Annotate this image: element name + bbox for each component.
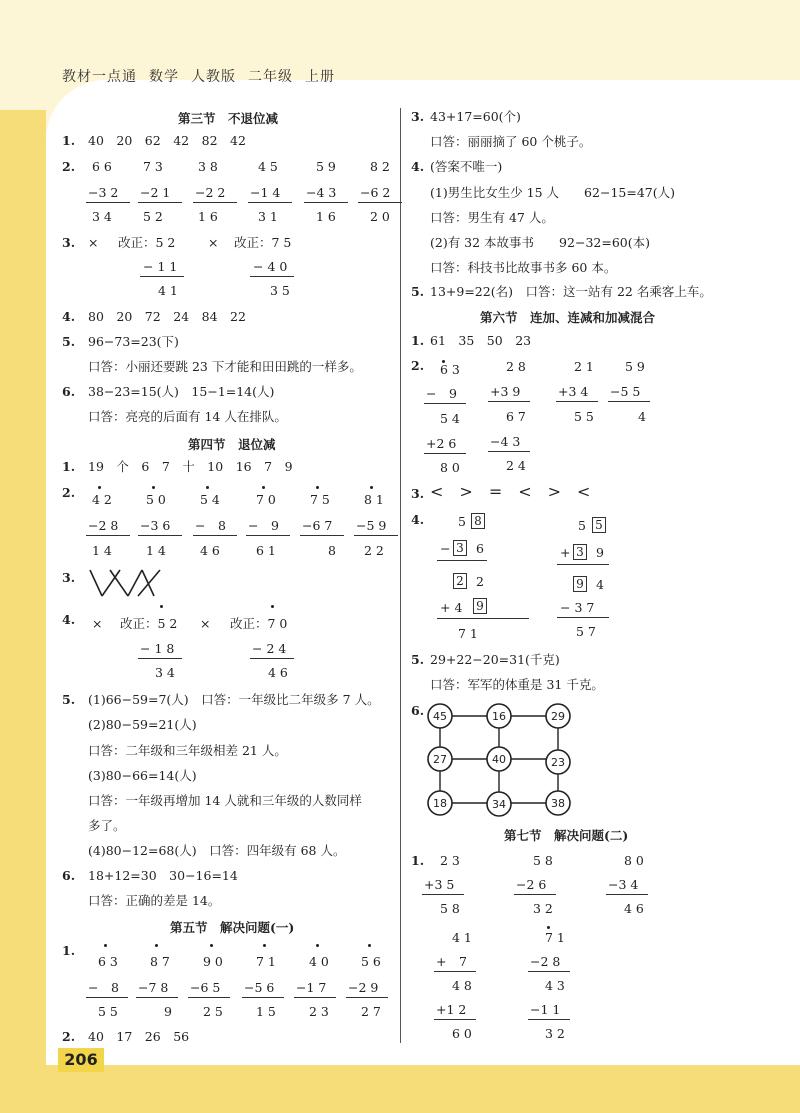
digit: 9: [596, 545, 604, 560]
note: (答案不唯一): [430, 159, 503, 174]
calc-subtrahend: − 1 1: [143, 259, 178, 274]
filled-box: 3: [453, 540, 467, 556]
calc-subtrahend: −3 6: [140, 518, 171, 533]
calc-top: 5 6: [361, 954, 381, 969]
q-number: 4.: [62, 612, 76, 627]
q-number: 2.: [62, 159, 76, 174]
calc-subtrahend: − 9: [248, 518, 279, 533]
calc-result: 1 6: [316, 209, 336, 224]
calc-result: 4 8: [452, 978, 472, 993]
calc-result: 5 2: [143, 209, 163, 224]
calc-operand: −4 3: [490, 434, 521, 449]
calc-result: 6 1: [256, 543, 276, 558]
q-number: 2.: [411, 358, 425, 373]
calc-top: 7 1: [545, 930, 565, 945]
calc-result: 3 4: [155, 665, 175, 680]
calc-subtrahend: − 1 8: [140, 641, 175, 656]
answer-line: 口答：男生有 47 人。: [430, 210, 554, 225]
calc-result: 3 2: [545, 1026, 565, 1041]
equation: 29+22−20=31(千克): [430, 652, 560, 667]
calc-subtrahend: −7 8: [138, 980, 169, 995]
calc-result: 4 1: [158, 283, 178, 298]
s3-q4-answer: 80 20 72 24 84 22: [88, 309, 246, 324]
calc-top: 6 3: [98, 954, 118, 969]
answer-line: (2)有 32 本故事书 92−32=60(本): [430, 235, 650, 250]
number-circle-grid: [420, 700, 580, 822]
volume: 上册: [305, 69, 335, 85]
wrong-mark: ×: [200, 616, 211, 631]
calc-result: 1 4: [92, 543, 112, 558]
digit: 5: [458, 514, 466, 529]
answer-text: 口答：军军的体重是 31 千克。: [430, 677, 604, 692]
q-number: 4.: [411, 512, 425, 527]
node-value: 27: [433, 753, 447, 766]
wrong-mark: ×: [208, 235, 219, 250]
calc-result: 3 5: [270, 283, 290, 298]
calc-top: 2 3: [440, 853, 460, 868]
calc-operand: − 9: [426, 386, 457, 401]
q-number: 1.: [62, 133, 76, 148]
node-value: 18: [433, 797, 447, 810]
calc-top: 8 1: [364, 492, 384, 507]
calc-operand: +1 2: [436, 1002, 467, 1017]
q-number: 5.: [411, 284, 425, 299]
q-number: 1.: [411, 853, 425, 868]
wrong-mark: ×: [92, 616, 103, 631]
equation: 38−23=15(人) 15−1=14(人): [88, 384, 275, 399]
calc-result: 1 5: [256, 1004, 276, 1019]
q-number: 3.: [62, 235, 76, 250]
calc-result: 8 0: [440, 460, 460, 475]
filled-box: 5: [592, 517, 606, 533]
calc-result: 2 3: [309, 1004, 329, 1019]
q-number: 6.: [411, 703, 425, 718]
q-number: 3.: [62, 570, 76, 585]
calc-top: 5 0: [146, 492, 166, 507]
calc-top: 4 5: [258, 159, 278, 174]
filled-box: 2: [453, 573, 467, 589]
s3-q1-answer: 40 20 62 42 82 42: [88, 133, 246, 148]
node-value: 38: [551, 797, 565, 810]
q-number: 5.: [62, 334, 76, 349]
calc-subtrahend: −2 9: [348, 980, 379, 995]
column-divider: [400, 108, 401, 1043]
calc-result: 5 8: [440, 901, 460, 916]
calc-top: 4 2: [92, 492, 112, 507]
calc-top: 4 1: [452, 930, 472, 945]
left-decor-band: [0, 110, 46, 1113]
node-value: 23: [551, 756, 565, 769]
book-title: 教材一点通: [62, 69, 137, 85]
calc-subtrahend: −2 2: [195, 185, 226, 200]
q-number: 2.: [62, 485, 76, 500]
calc-result: 4 6: [200, 543, 220, 558]
s6-q1-answer: 61 35 50 23: [430, 333, 532, 348]
calc-result: 3 4: [92, 209, 112, 224]
operator: −: [440, 541, 451, 556]
calc-result: 6 0: [452, 1026, 472, 1041]
correction: 改正：7 0: [230, 616, 288, 631]
calc-top: 8 2: [370, 159, 390, 174]
calc-top: 3 8: [198, 159, 218, 174]
calc-top: 8 7: [150, 954, 170, 969]
calc-subtrahend: − 2 4: [252, 641, 287, 656]
s6-q3-comparisons: < > = < > <: [430, 482, 591, 501]
calc-subtrahend: −6 2: [360, 185, 391, 200]
q-number: 1.: [62, 459, 76, 474]
page-number: 206: [58, 1048, 104, 1072]
calc-result: 4: [638, 409, 646, 424]
calc-subtrahend: − 3 7: [560, 600, 595, 615]
answer-line: 口答：科技书比故事书多 60 本。: [430, 260, 617, 275]
q-number: 6.: [62, 384, 76, 399]
calc-operand: +2 6: [426, 436, 457, 451]
correction: 改正：7 5: [234, 235, 292, 250]
calc-top: 7 0: [256, 492, 276, 507]
correction: 改正：5 2: [118, 235, 176, 250]
calc-top: 9 0: [203, 954, 223, 969]
section-3-title: 第三节 不退位减: [178, 111, 279, 126]
q-number: 6.: [62, 868, 76, 883]
calc-operand: + 7: [436, 954, 467, 969]
filled-box: 8: [471, 513, 485, 529]
calc-subtrahend: −3 2: [88, 185, 119, 200]
calc-result: 2 5: [203, 1004, 223, 1019]
calc-result: 8: [328, 543, 336, 558]
calc-result: 1 4: [146, 543, 166, 558]
answer-line: (4)80−12=68(人) 口答：四年级有 68 人。: [88, 843, 346, 858]
answer-text: 口答：亮亮的后面有 14 人在排队。: [88, 409, 287, 424]
calc-result: 2 2: [364, 543, 384, 558]
answer-line: 多了。: [88, 818, 126, 833]
calc-result: 3 2: [533, 901, 553, 916]
calc-subtrahend: −5 6: [244, 980, 275, 995]
answer-text: 口答：小丽还要跳 23 下才能和田田跳的一样多。: [88, 359, 362, 374]
q-number: 2.: [62, 1029, 76, 1044]
calc-subtrahend: − 8: [88, 980, 119, 995]
calc-operand: −1 1: [530, 1002, 561, 1017]
calc-top: 7 1: [256, 954, 276, 969]
q-number: 5.: [411, 652, 425, 667]
digit: 5: [578, 518, 586, 533]
calc-subtrahend: −5 9: [356, 518, 387, 533]
calc-subtrahend: −6 5: [190, 980, 221, 995]
q-number: 3.: [411, 486, 425, 501]
answer-line: 口答：二年级和三年级相差 21 人。: [88, 743, 287, 758]
calc-top: 7 5: [310, 492, 330, 507]
calc-top: 2 1: [574, 359, 594, 374]
equation: 13+9=22(名) 口答：这一站有 22 名乘客上车。: [430, 284, 712, 299]
calc-result: 4 6: [268, 665, 288, 680]
digit: 2: [476, 574, 484, 589]
section-4-title: 第四节 退位减: [188, 437, 276, 452]
calc-result: 9: [164, 1004, 172, 1019]
node-value: 29: [551, 710, 565, 723]
calc-subtrahend: −2 1: [140, 185, 171, 200]
subject: 数学: [149, 69, 179, 85]
section-5-title: 第五节 解决问题(一): [170, 920, 295, 935]
operator: + 4: [440, 600, 463, 615]
digit: 6: [476, 541, 484, 556]
equation: 18+12=30 30−16=14: [88, 868, 238, 883]
calc-top: 2 8: [506, 359, 526, 374]
calc-subtrahend: −6 7: [302, 518, 333, 533]
correction: 改正：5 2: [120, 616, 178, 631]
q-number: 3.: [411, 109, 425, 124]
calc-top: 6 3: [440, 362, 460, 377]
answer-line: (1)66−59=7(人) 口答：一年级比二年级多 7 人。: [88, 692, 380, 707]
answer-line: (1)男生比女生少 15 人 62−15=47(人): [430, 185, 675, 200]
calc-top: 5 9: [625, 359, 645, 374]
node-value: 16: [492, 710, 506, 723]
calc-result: 1 6: [198, 209, 218, 224]
q-number: 4.: [62, 309, 76, 324]
grade: 二年级: [248, 69, 293, 85]
q-number: 1.: [62, 943, 76, 958]
filled-box: 9: [473, 598, 487, 614]
calc-top: 7 3: [143, 159, 163, 174]
calc-result: 7 1: [458, 626, 478, 641]
node-value: 34: [492, 798, 506, 811]
calc-subtrahend: −1 4: [250, 185, 281, 200]
calc-top: 5 8: [533, 853, 553, 868]
node-value: 40: [492, 753, 506, 766]
calc-subtrahend: − 4 0: [253, 259, 288, 274]
calc-result: 2 7: [361, 1004, 381, 1019]
calc-subtrahend: −2 8: [88, 518, 119, 533]
calc-operand: +3 5: [424, 877, 455, 892]
calc-result: 4 6: [624, 901, 644, 916]
calc-result: 2 4: [506, 458, 526, 473]
equation: 96−73=23(下): [88, 334, 179, 349]
calc-result: 5 4: [440, 411, 460, 426]
filled-box: 9: [573, 576, 587, 592]
line-matching-diagram: [86, 566, 166, 600]
calc-top: 4 0: [309, 954, 329, 969]
node-value: 45: [433, 710, 447, 723]
calc-operand: −5 5: [610, 384, 641, 399]
edition: 人教版: [191, 69, 236, 85]
calc-subtrahend: −1 7: [296, 980, 327, 995]
book-header: [62, 66, 347, 86]
operator: +: [560, 545, 571, 560]
section-6-title: 第六节 连加、连减和加减混合: [480, 310, 656, 325]
calc-result: 5 5: [98, 1004, 118, 1019]
calc-result: 5 5: [574, 409, 594, 424]
calc-top: 8 0: [624, 853, 644, 868]
equation: 43+17=60(个): [430, 109, 521, 124]
calc-operand: −3 4: [608, 877, 639, 892]
calc-subtrahend: −4 3: [306, 185, 337, 200]
wrong-mark: ×: [88, 235, 99, 250]
calc-result: 5 7: [576, 624, 596, 639]
answer-text: 口答：正确的差是 14。: [88, 893, 221, 908]
bottom-decor-band: [0, 1060, 800, 1113]
digit: 4: [596, 577, 604, 592]
calc-operand: −2 6: [516, 877, 547, 892]
calc-top: 5 4: [200, 492, 220, 507]
q-number: 4.: [411, 159, 425, 174]
answer-line: (3)80−66=14(人): [88, 768, 197, 783]
calc-operand: −2 8: [530, 954, 561, 969]
filled-box: 3: [573, 544, 587, 560]
calc-operand: +3 9: [490, 384, 521, 399]
calc-result: 2 0: [370, 209, 390, 224]
section-7-title: 第七节 解决问题(二): [504, 828, 629, 843]
answer-line: 口答：一年级再增加 14 人就和三年级的人数同样: [88, 793, 362, 808]
s4-q1-answer: 19 个 6 7 十 10 16 7 9: [88, 459, 293, 474]
calc-operand: +3 4: [558, 384, 589, 399]
calc-result: 4 3: [545, 978, 565, 993]
q-number: 5.: [62, 692, 76, 707]
calc-top: 6 6: [92, 159, 112, 174]
q-number: 1.: [411, 333, 425, 348]
answer-text: 口答：丽丽摘了 60 个桃子。: [430, 134, 592, 149]
calc-top: 5 9: [316, 159, 336, 174]
calc-subtrahend: − 8: [195, 518, 226, 533]
calc-result: 3 1: [258, 209, 278, 224]
s5-q2-answer: 40 17 26 56: [88, 1029, 190, 1044]
answer-line: (2)80−59=21(人): [88, 717, 197, 732]
calc-result: 6 7: [506, 409, 526, 424]
